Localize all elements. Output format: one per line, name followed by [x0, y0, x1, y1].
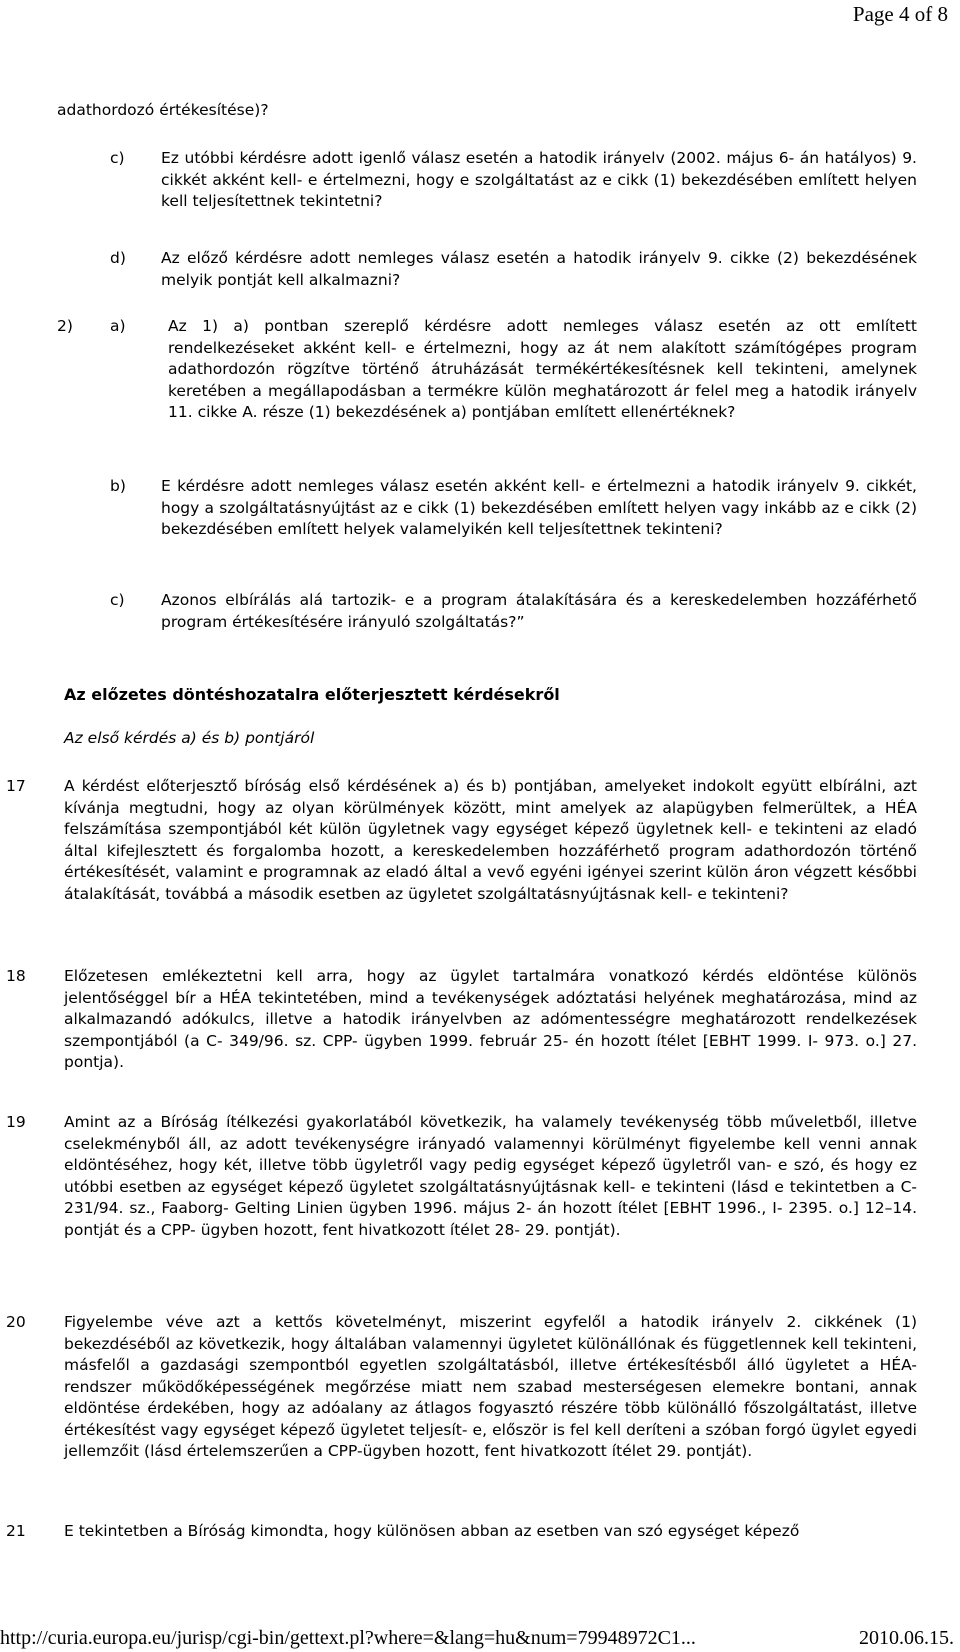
question-number: 2)	[57, 317, 73, 335]
paragraph-number: 21	[6, 1522, 26, 1540]
section-subheading: Az első kérdés a) és b) pontjáról	[64, 729, 315, 747]
item-marker: c)	[110, 591, 125, 609]
print-date: 2010.06.15.	[859, 1627, 954, 1649]
item-text: Azonos elbírálás alá tartozik- e a program átalakítására és a kereskedelemben hozzáférhető program értékesítésére irányuló szolgáltatás?”	[161, 591, 917, 631]
item-text: Az 1) a) pontban szereplő kérdésre adott nemleges válasz esetén az ott említett rendelkezéseket akként kell- e értelmezni, hogy az át nem alakított számítógépes program adathordozón rögzítve történő átruházását termékértékesítésnek kell tekinteni, amelynek keretében a megállapodásban a termékre külön meghatározott ár felel meg a hatodik irányelv 11. cikke A. része (1) bekezdésének a) pontjában említett ellenértéknek?	[168, 317, 917, 421]
item-marker: d)	[110, 249, 126, 267]
paragraph-text: Amint az a Bíróság ítélkezési gyakorlatából következik, ha valamely tevékenység több műveletből, illetve cselekményből áll, az adott tevékenységre irányadó valamennyi körülményt figyelembe kell venni annak eldöntéséhez, hogy két, illetve több ügyletről vagy pedig egységet képező ügyletről van- e szó, és hogy ez utóbbi esetben az egységet képező ügyletet szolgáltatásnyújtásnak kell- e tekinteni (lásd e tekintetben a C- 231/94. sz., Faaborg- Gelting Linien ügyben 1996. május 2- án hozott ítélet [EBHT 1996., I- 2395. o.] 12–14. pontját és a CPP- ügyben hozott, fent hivatkozott ítélet 28- 29. pontját).	[64, 1113, 917, 1239]
paragraph-text: Előzetesen emlékeztetni kell arra, hogy az ügylet tartalmára vonatkozó kérdés eldöntése különös jelentőséggel bír a HÉA tekintetében, mind a tevékenységek adóztatási helyének meghatározása, mind az alkalmazandó adókulcs, illetve a hatodik irányelvben az adómentességre meghatározott rendelkezések szempontjából (a C- 349/96. sz. CPP- ügyben 1999. február 25- én hozott ítélet [EBHT 1999. I- 973. o.] 27. pontja).	[64, 967, 917, 1071]
item-marker: a)	[110, 317, 126, 335]
item-text: Az előző kérdésre adott nemleges válasz esetén a hatodik irányelv 9. cikke (2) bekezdésének melyik pontját kell alkalmazni?	[161, 249, 917, 289]
item-text: E kérdésre adott nemleges válasz esetén akként kell- e értelmezni a hatodik irányelv 9. cikkét, hogy a szolgáltatásnyújtást az e cikk (1) bekezdésében említett helyen vagy inkább az e cikk (2) bekezdésében említett helyek valamelyikén kell teljesítettnek tekinteni?	[161, 477, 917, 538]
paragraph-text: Figyelembe véve azt a kettős követelményt, miszerint egyfelől a hatodik irányelv 2. cikkének (1) bekezdéséből az következik, hogy általában valamennyi ügyletet különállónak és függetlennek kell tekinteni, másfelől a gazdasági szempontból egyetlen szolgáltatásból, illetve értékesítésből álló ügyletet a HÉA-rendszer működőképességének megőrzése miatt nem szabad mesterségesen elemekre bontani, annak eldöntése érdekében, hogy az adóalany az átlagos fogyasztó részére több különálló főszolgáltatást, illetve értékesítést vagy egységet képező ügyletet teljesít- e, először is fel kell deríteni a szóban forgó ügylet egyedi jellemzőit (lásd értelemszerűen a CPP-ügyben hozott, fent hivatkozott ítélet 29. pontját).	[64, 1313, 917, 1460]
paragraph-text: E tekintetben a Bíróság kimondta, hogy különösen abban az esetben van szó egységet képező	[64, 1522, 800, 1540]
item-text: Ez utóbbi kérdésre adott igenlő válasz esetén a hatodik irányelv (2002. május 6- án hatályos) 9. cikkét akként kell- e értelmezni, hogy e szolgáltatást az e cikk (1) bekezdésében említett helyen kell teljesítettnek tekintetni?	[161, 149, 917, 210]
paragraph-number: 17	[6, 777, 26, 795]
paragraph-number: 19	[6, 1113, 26, 1131]
section-heading: Az előzetes döntéshozatalra előterjesztett kérdésekről	[64, 685, 560, 704]
item-marker: c)	[110, 149, 125, 167]
intro-text: adathordozó értékesítése)?	[57, 101, 269, 119]
source-url[interactable]: http://curia.europa.eu/jurisp/cgi-bin/gettext.pl?where=&lang=hu&num=79948972C1...	[0, 1627, 696, 1649]
page-number: Page 4 of 8	[852, 2, 948, 26]
paragraph-number: 18	[6, 967, 26, 985]
item-marker: b)	[110, 477, 126, 495]
paragraph-number: 20	[6, 1313, 26, 1331]
paragraph-text: A kérdést előterjesztő bíróság első kérdésének a) és b) pontjában, amelyeket indokolt együtt elbírálni, azt kívánja megtudni, hogy az olyan körülmények között, mint amelyek az alapügyben felmerültek, a HÉA felszámítása szempontjából két külön ügyletnek vagy egységet képező ügyletnek kell- e tekinteni az eladó által kifejlesztett és forgalomba hozott, a kereskedelemben hozzáférhető program adathordozón történő értékesítését, valamint e programnak az eladó által a vevő egyéni igényei szerint külön áron végzett későbbi átalakítását, továbbá a második esetben az ügyletet szolgáltatásnyújtásnak kell- e tekinteni?	[64, 777, 917, 903]
